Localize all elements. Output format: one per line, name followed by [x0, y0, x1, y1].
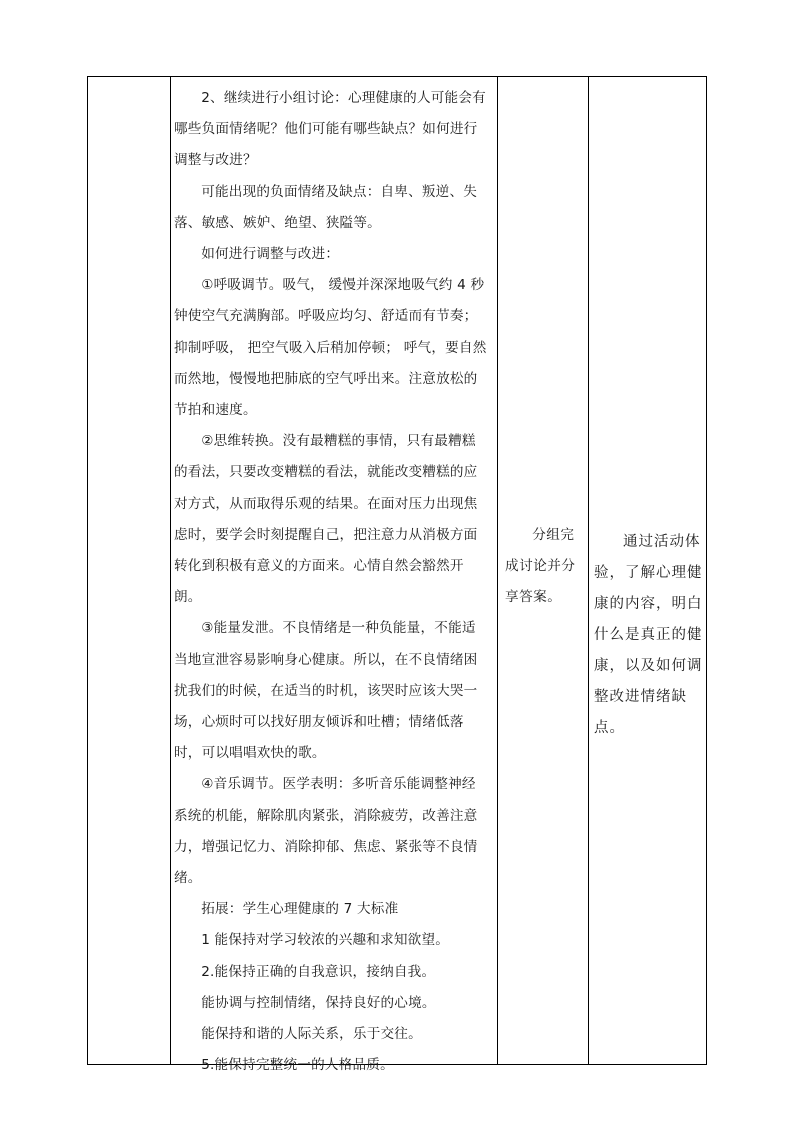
- content-paragraph: ①呼吸调节。吸气， 缓慢并深深地吸气约 4 秒钟使空气充满胸部。呼吸应均匀、舒适而有节奏；抑制呼吸， 把空气吸入后稍加停顿； 呼气，要自然而然地，慢慢地把肺底的空气呼出来。注意放松的节拍和速度。: [174, 277, 487, 419]
- content-paragraph: ②思维转换。没有最糟糕的事情，只有最糟糕的看法，只要改变糟糕的看法，就能改变糟糕的应对方式，从而取得乐观的结果。在面对压力出现焦虑时，要学会时刻提醒自己，把注意力从消极方面转化到积极有意义的方面来。心情自然会豁然开朗。: [174, 433, 478, 606]
- empty-cell: [88, 77, 170, 1064]
- content-paragraph: 拓展：学生心理健康的 7 大标准: [201, 901, 399, 918]
- teaching-content-cell: [170, 77, 497, 1074]
- content-paragraph: 可能出现的负面情绪及缺点：自卑、叛逆、失落、敏感、嫉妒、绝望、狭隘等。: [174, 183, 478, 231]
- design-intent-cell: [588, 77, 708, 1064]
- content-paragraph: 2.能保持正确的自我意识，接纳自我。: [201, 963, 436, 980]
- content-paragraph: 能协调与控制情绪，保持良好的心境。: [201, 994, 436, 1011]
- design-intent-text: 通过活动体验，了解心理健康的内容，明白什么是真正的健康，以及如何调整改进情绪缺点。: [594, 534, 703, 736]
- content-paragraph: 如何进行调整与改进：: [201, 246, 340, 263]
- content-paragraph: ③能量发泄。不良情绪是一种负能量，不能适当地宣泄容易影响身心健康。所以，在不良情绪困扰我们的时候，在适当的时机，该哭时应该大哭一场，心烦时可以找好朋友倾诉和吐槽；情绪低落时，可以唱唱欢快的歌。: [174, 620, 478, 762]
- lesson-table: [87, 76, 707, 1074]
- content-paragraph: 2、继续进行小组讨论：心理健康的人可能会有哪些负面情绪呢？他们可能有哪些缺点？如何进行调整与改进？: [174, 90, 486, 169]
- student-activity-text: 分组完成讨论并分享答案。: [505, 527, 576, 605]
- content-paragraph: 5.能保持完整统一的人格品质。: [201, 1057, 394, 1074]
- content-paragraph: 1 能保持对学习较浓的兴趣和求知欲望。: [201, 932, 450, 949]
- student-activity-cell: [497, 77, 588, 1064]
- content-paragraph: ④音乐调节。医学表明：多听音乐能调整神经系统的机能，解除肌肉紧张，消除疲劳，改善注意力，增强记忆力、消除抑郁、焦虑、紧张等不良情绪。: [174, 776, 478, 887]
- content-paragraph: 能保持和谐的人际关系，乐于交往。: [201, 1026, 422, 1043]
